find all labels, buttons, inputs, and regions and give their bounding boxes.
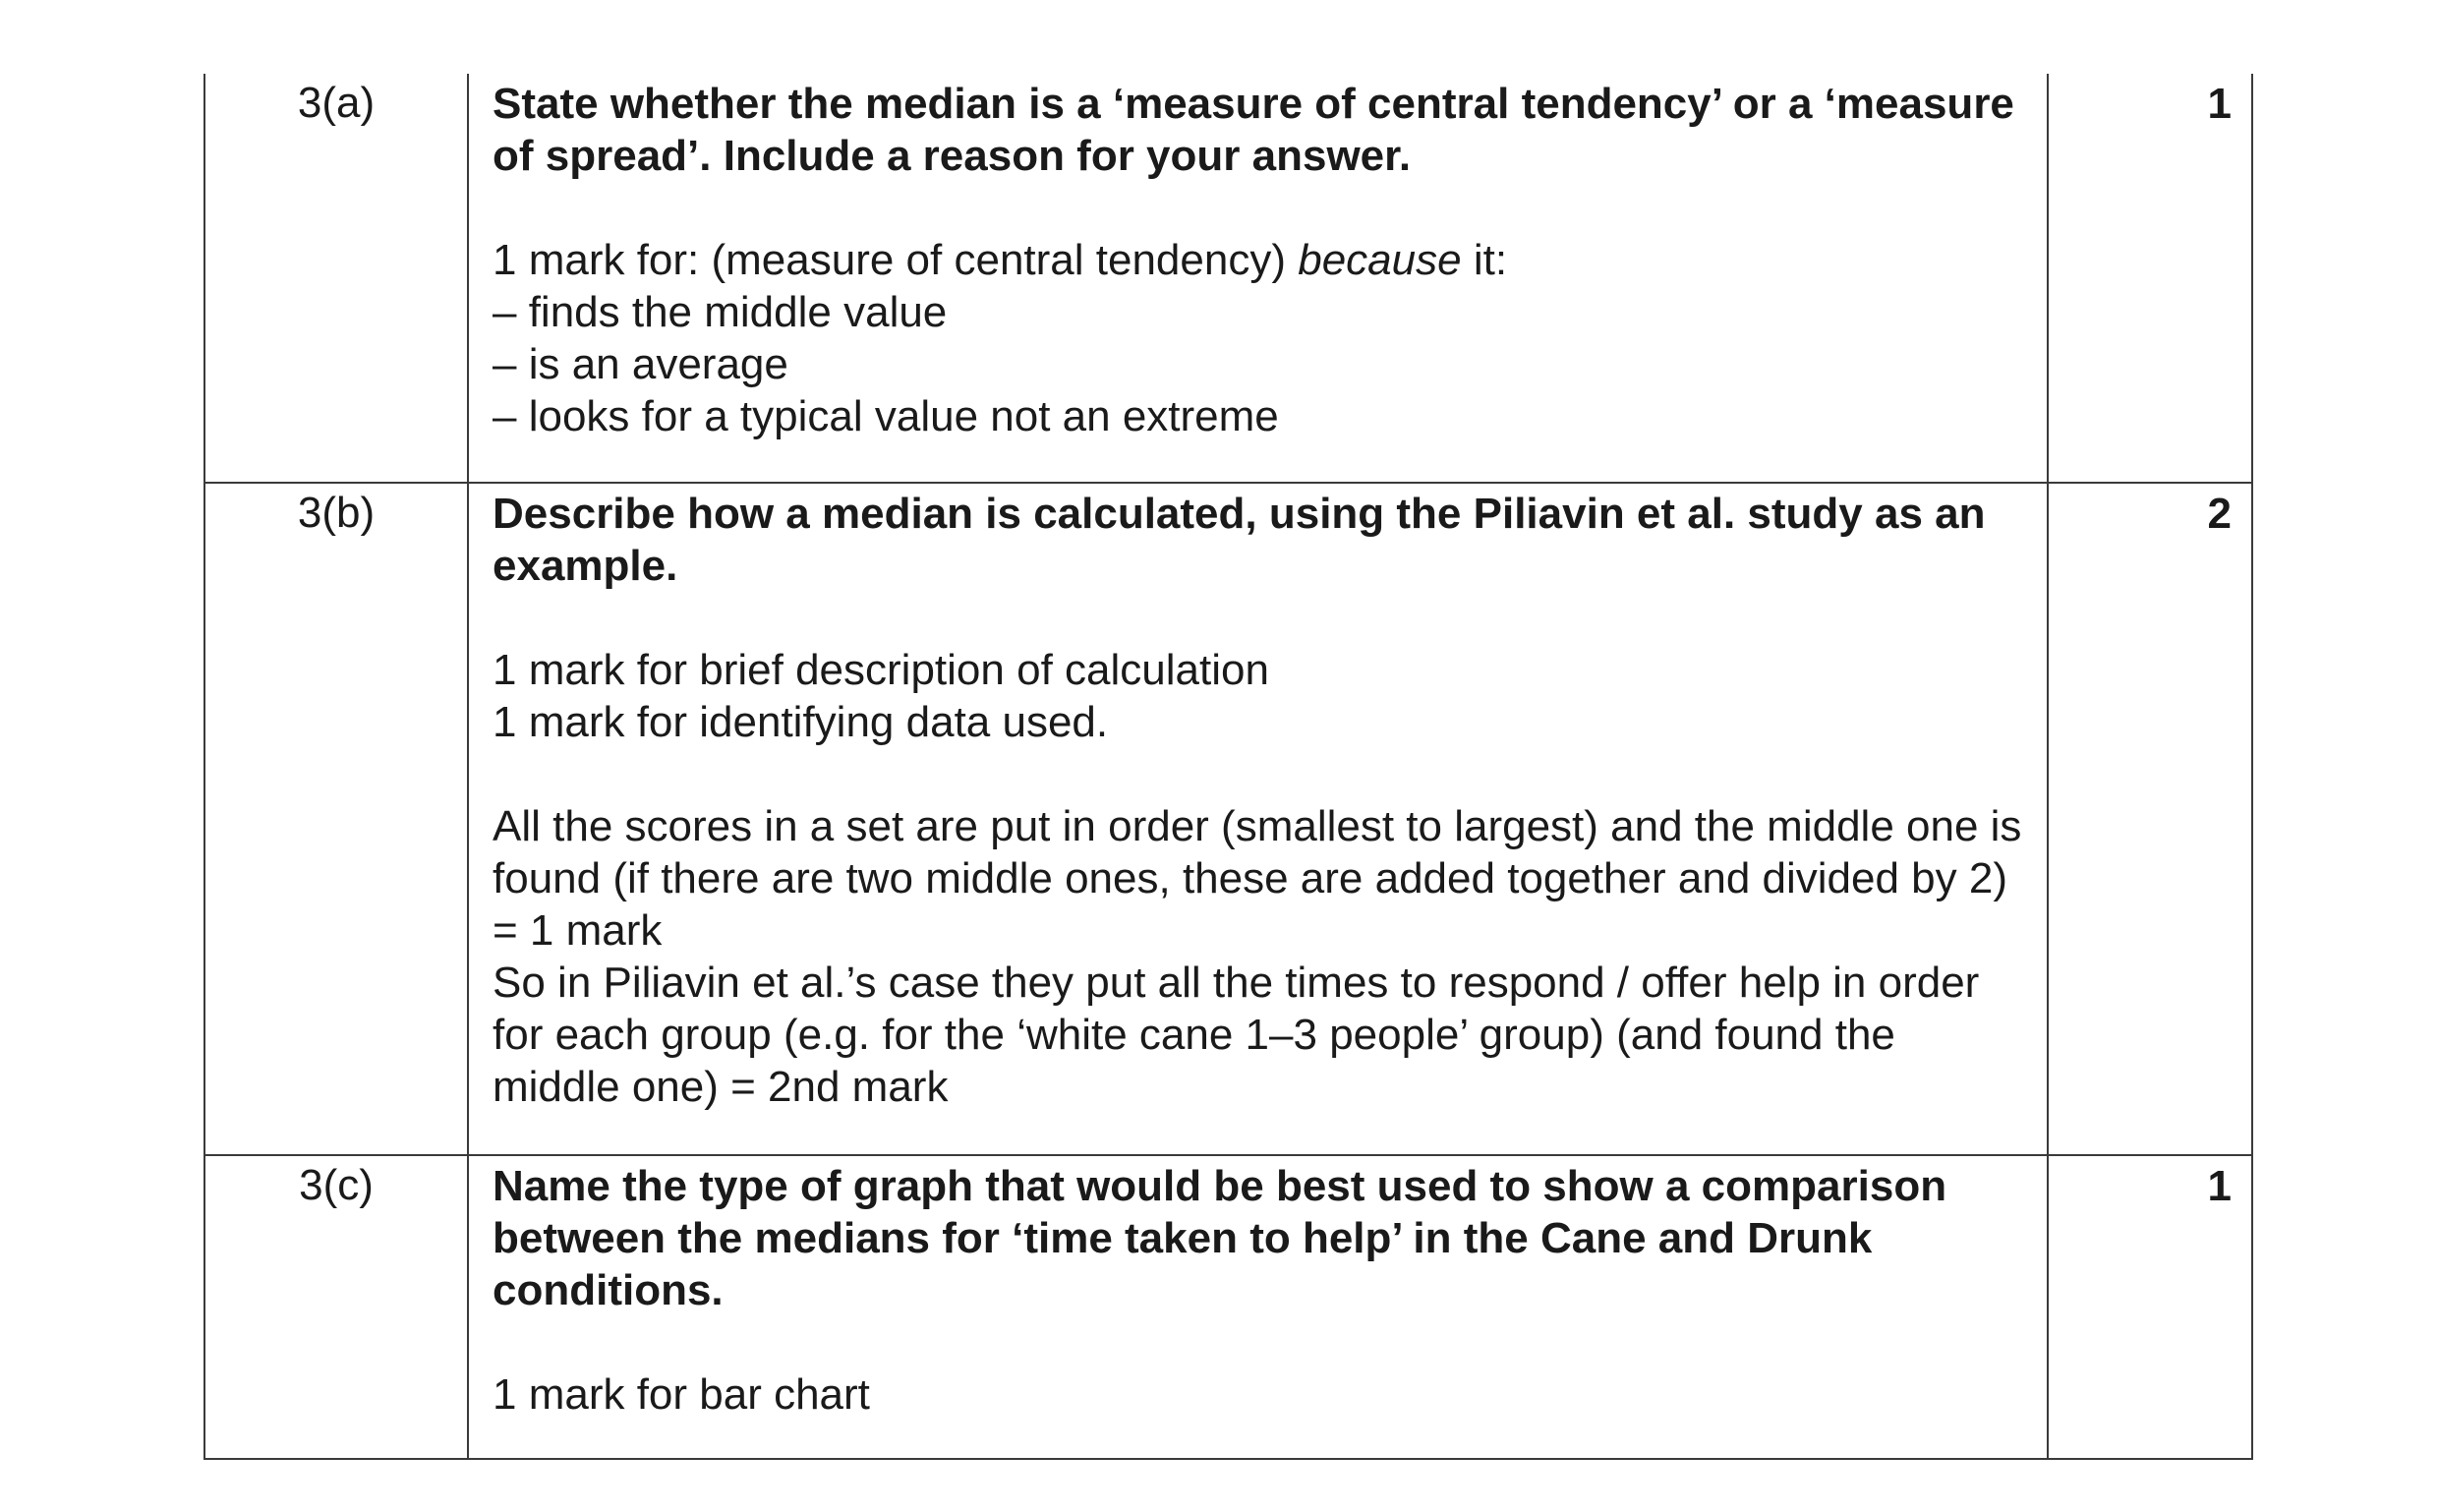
table-row [204,483,2252,1155]
guidance-line: 1 mark for bar chart [493,1370,870,1419]
answer-cell [468,1155,2048,1459]
guidance-point: – looks for a typical value not an extreme [493,392,1279,440]
guidance-intro-end: it: [1461,236,1508,284]
mark-scheme-table [203,74,2253,1460]
answer-cell [468,74,2048,483]
question-number-cell [204,74,468,483]
marks-cell [2048,74,2252,483]
guidance-line: 1 mark for identifying data used. [493,698,1109,746]
marks-cell [2048,1155,2252,1459]
marks-value: 2 [2207,490,2232,538]
guidance-intro-start: 1 mark for: (measure of central tendency) [493,236,1299,284]
model-answer-block [493,800,2027,1113]
model-answer-paragraph: All the scores in a set are put in order (smallest to largest) and the middle one is found (if there are two middle ones, these are added together and divided by 2) = 1 mark [493,802,2022,955]
guidance-block [493,644,2027,748]
question-text: State whether the median is a ‘measure of central tendency’ or a ‘measure of spread’. Include a reason for your answer. [493,80,2014,180]
guidance-point: – finds the middle value [493,288,948,336]
guidance-block [493,234,2027,442]
marks-value: 1 [2207,1162,2232,1210]
guidance-block [493,1368,2027,1421]
guidance-point: – is an average [493,340,788,388]
table-row [204,74,2252,483]
marks-cell [2048,483,2252,1155]
guidance-intro [493,234,2027,286]
answer-cell [468,483,2048,1155]
marks-value: 1 [2207,80,2232,128]
question-number-cell [204,483,468,1155]
guidance-intro-emphasis: because [1298,236,1462,284]
model-answer-paragraph: So in Piliavin et al.’s case they put all the times to respond / offer help in order for each group (e.g. for the ‘white cane 1–3 people’ group) (and found the middle one) = 2nd mark [493,959,1980,1111]
table-row [204,1155,2252,1459]
question-text: Name the type of graph that would be best used to show a comparison between the medians for ‘time taken to help’ in the Cane and Drunk conditions. [493,1162,1947,1314]
question-number: 3(a) [297,79,376,127]
question-number: 3(b) [297,489,376,537]
question-number: 3(c) [299,1161,374,1209]
guidance-line: 1 mark for brief description of calculation [493,646,1269,694]
question-text: Describe how a median is calculated, using the Piliavin et al. study as an example. [493,490,1986,590]
question-number-cell [204,1155,468,1459]
